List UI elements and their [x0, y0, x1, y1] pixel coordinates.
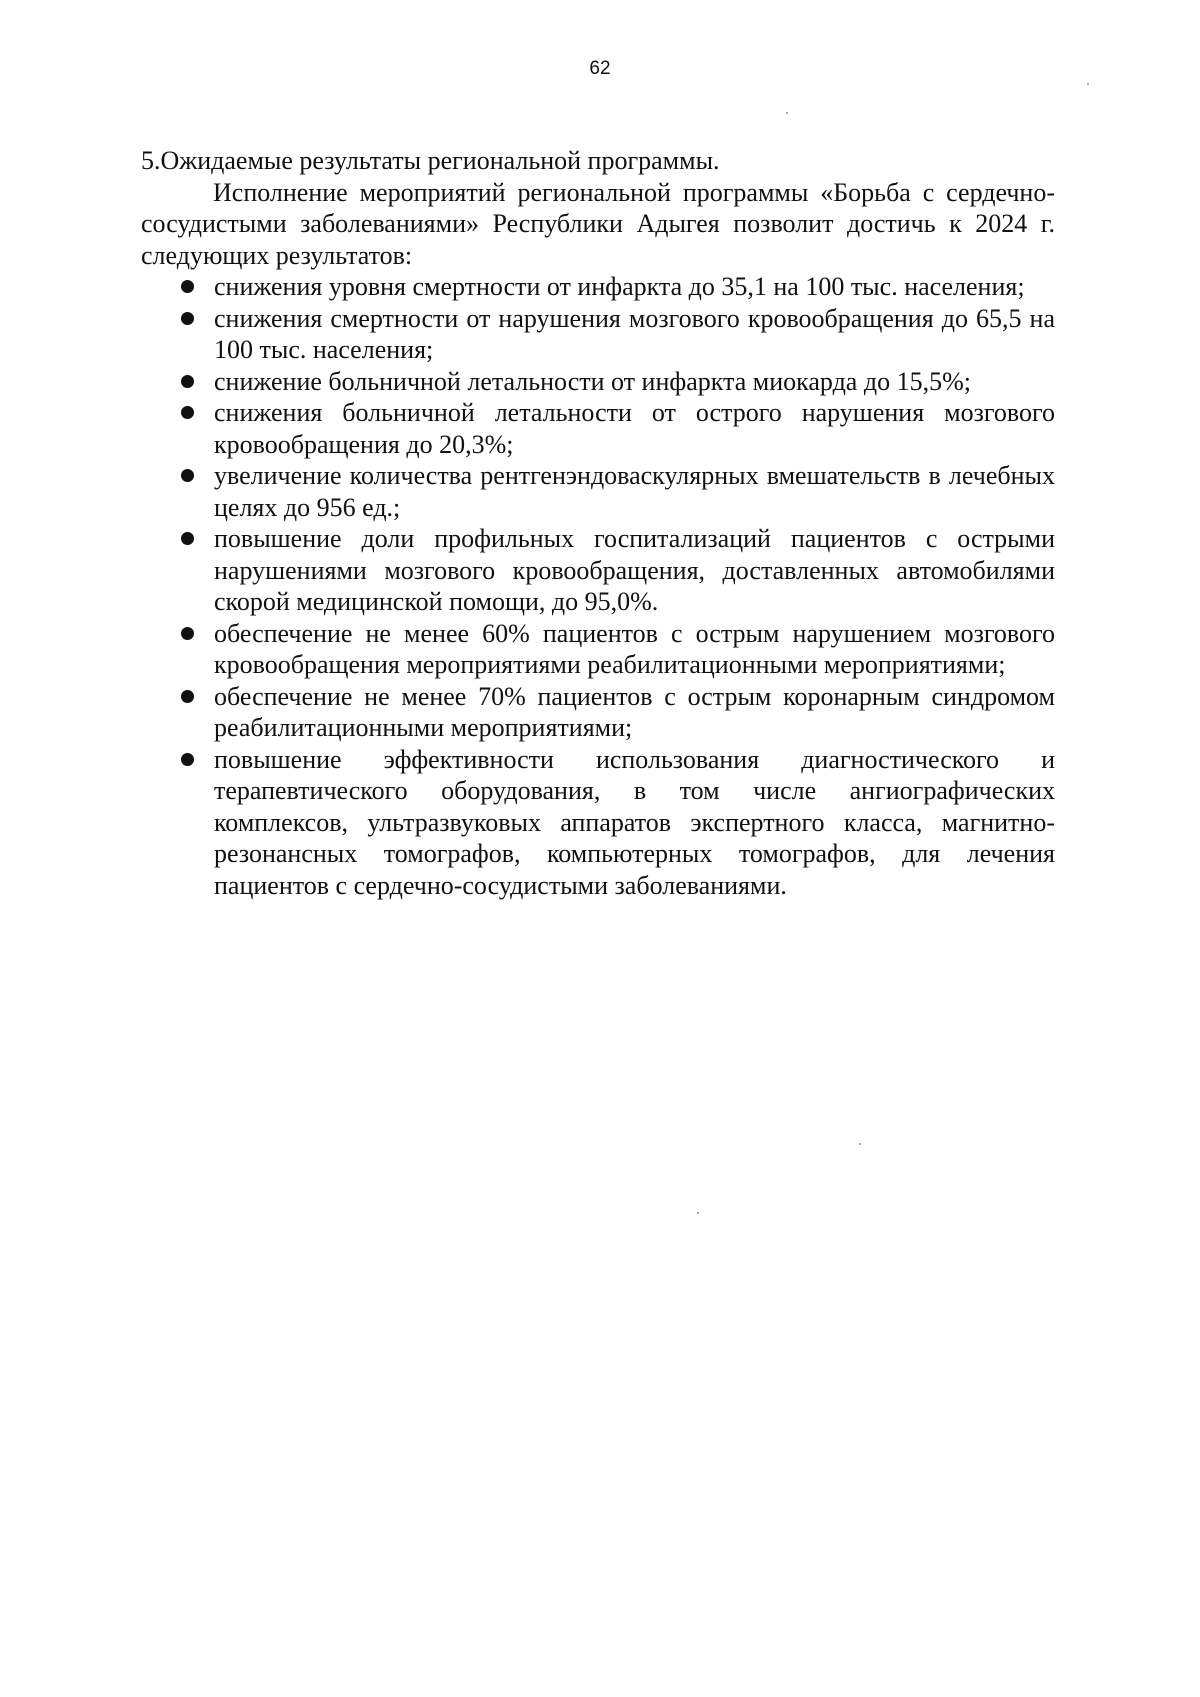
list-item-text: обеспечение не менее 70% пациентов с острым коронарным синдромом реабилитационными мероприятиями; — [214, 681, 1055, 742]
list-item-text: повышение доли профильных госпитализаций пациентов с острыми нарушениями мозгового кровообращения, доставленных автомобилями скорой медицинской помощи, до 95,0%. — [214, 524, 1055, 616]
list-item — [141, 271, 1055, 303]
list-item-text: снижение больничной летальности от инфаркта миокарда до 15,5%; — [214, 366, 971, 396]
bullet-icon — [181, 469, 194, 482]
list-item-text: снижения смертности от нарушения мозгового кровообращения до 65,5 на 100 тыс. населения; — [214, 303, 1055, 364]
list-item — [141, 397, 1055, 460]
list-item — [141, 744, 1055, 902]
list-item — [141, 303, 1055, 366]
scan-speck — [1087, 83, 1089, 85]
bullet-icon — [181, 312, 194, 325]
bullet-icon — [181, 753, 194, 766]
intro-paragraph: Исполнение мероприятий региональной программы «Борьба с сердечно-сосудистыми заболеваниями» Республики Адыгея позволит достичь к 2024 г. следующих результатов: — [141, 177, 1055, 270]
bullet-icon — [181, 690, 194, 703]
results-list — [141, 271, 1055, 901]
list-item — [141, 523, 1055, 618]
list-item — [141, 681, 1055, 744]
bullet-icon — [181, 406, 194, 419]
section-heading: 5.Ожидаемые результаты региональной программы. — [141, 146, 720, 175]
page-number: 62 — [589, 58, 611, 79]
bullet-icon — [181, 280, 194, 293]
list-item-text: повышение эффективности использования диагностического и терапевтического оборудования, в том числе ангиографических комплексов, ультразвуковых аппаратов экспертного класса, магнитно-резонансных томографов, компьютерных томографов, для лечения пациентов с сердечно-сосудистыми заболеваниями. — [214, 744, 1055, 900]
scan-speck — [786, 112, 788, 114]
list-item — [141, 460, 1055, 523]
bullet-icon — [181, 532, 194, 545]
document-body — [141, 145, 1055, 901]
bullet-icon — [181, 627, 194, 640]
list-item-text: снижения больничной летальности от острого нарушения мозгового кровообращения до 20,3%; — [214, 398, 1055, 459]
list-item — [141, 618, 1055, 681]
list-item — [141, 366, 1055, 398]
scan-speck — [697, 1212, 699, 1214]
bullet-icon — [181, 375, 194, 388]
list-item-text: увеличение количества рентгенэндоваскулярных вмешательств в лечебных целях до 956 ед.; — [214, 461, 1055, 522]
list-item-text: снижения уровня смертности от инфаркта до 35,1 на 100 тыс. населения; — [214, 272, 1025, 301]
list-item-text: обеспечение не менее 60% пациентов с острым нарушением мозгового кровообращения мероприятиями реабилитационными мероприятиями; — [214, 618, 1055, 679]
scan-speck — [859, 1143, 861, 1145]
